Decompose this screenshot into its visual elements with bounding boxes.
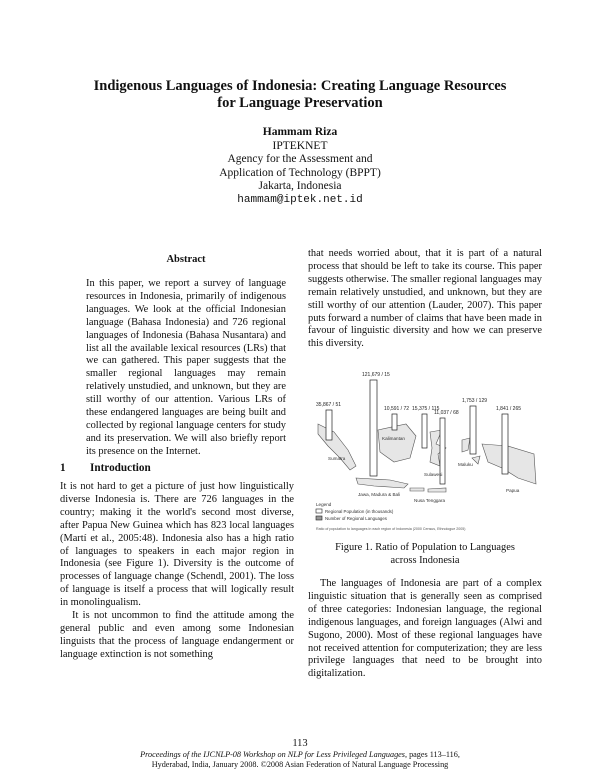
- java-shape: [356, 478, 408, 488]
- abstract-text: [86, 278, 286, 459]
- legend-item-1: Regional Population (in thousands): [325, 509, 394, 514]
- caption-line-2: across Indonesia: [390, 555, 460, 566]
- bar-papua-pop: [502, 414, 508, 474]
- caption-line-1: Figure 1. Ratio of Population to Languages: [335, 542, 515, 553]
- right-column-top: [308, 248, 542, 351]
- author-agency-1: Agency for the Assessment and: [227, 153, 373, 166]
- label-papua: 1,841 / 265: [496, 406, 522, 412]
- nusa-shape: [410, 488, 446, 492]
- section-number: 1: [60, 462, 66, 474]
- region-maluku: Maluku: [458, 462, 473, 467]
- section-title: Introduction: [90, 462, 151, 474]
- legend-swatch-2: [316, 516, 322, 520]
- author-org: IPTEKNET: [272, 139, 328, 152]
- footer-line-2: Hyderabad, India, January 2008. ©2008 Asian Federation of Natural Language Processing: [151, 760, 449, 769]
- author-agency-2: Application of Technology (BPPT): [219, 166, 381, 179]
- introduction-body: [60, 481, 294, 662]
- label-sumatra: 35,867 / 51: [316, 402, 342, 408]
- author-location: Jakarta, Indonesia: [258, 180, 342, 193]
- title-line-1: Indigenous Languages of Indonesia: Creating Language Resources: [93, 78, 507, 94]
- region-sumatra: Sumatra: [328, 456, 346, 461]
- page-number: 113: [292, 738, 308, 749]
- label-kalimantan: 10,591 / 72: [384, 406, 410, 412]
- figure-note: Ratio of population to languages in each region of Indonesia (2000 Census, Ethnologue 2005): [316, 527, 466, 531]
- label-maluku: 1,753 / 129: [462, 398, 488, 404]
- papua-shape: [482, 444, 536, 484]
- legend-title: Legend: [316, 502, 332, 507]
- footer-pages: , pages 113–116,: [404, 750, 460, 759]
- right-paragraph-2: The languages of Indonesia are part of a complex linguistic situation that is generally seen as comprised of three categories: Indonesian language, the regional indigenous languages, and foreign languages (Alwi and Sugono, 2000). Most of these regional languages have not received attention for computerization; they are less privilege languages that need to be brought into digitalization.: [308, 578, 542, 680]
- footer-venue: Proceedings of the IJCNLP-08 Workshop on NLP for Less Privileged Languages: [140, 750, 405, 759]
- author-email: hammam@iptek.net.id: [237, 193, 363, 206]
- author-block: [150, 126, 450, 208]
- title-line-2: for Language Preservation: [217, 95, 383, 111]
- right-paragraph-1: that needs worried about, that it is part of a natural process that should be left to take its course. This paper suggests otherwise. The smaller regional languages may remain relatively unstudied, and unknown, but they are still worthy of our attention (Lauder, 2007). This paper puts forward a number of claims that have been made in favour of linguistic diversity and how we can preserve this diversity.: [308, 248, 542, 350]
- region-kalimantan: Kalimantan: [382, 436, 405, 441]
- legend-swatch-1: [316, 509, 322, 513]
- intro-paragraph-1: It is not hard to get a picture of just how linguistically diverse Indonesia is. There are 726 languages in the country; making it the world's second most diverse, after Papua New Guinea which has 823 local languages (Martí et al., 2005:48). Indonesia also has a high ratio of languages to speakers in each major region in Indonesia (see Figure 1). Diversity is the outcome of processes of language change (Schendl, 2001). The loss of language is itself a process that will logically result in monolingualism.: [60, 481, 294, 609]
- footer-line-1: [40, 750, 560, 760]
- sumatra-shape: [318, 424, 356, 470]
- bar-sulawesi-pop: [422, 414, 427, 448]
- paper-title: [60, 78, 540, 112]
- legend-item-2: Number of Regional Languages: [325, 516, 387, 521]
- bar-java-pop: [370, 380, 377, 476]
- proceedings-footer: [40, 750, 560, 770]
- author-name: Hammam Riza: [262, 126, 338, 138]
- bar-maluku-pop: [470, 406, 476, 454]
- intro-paragraph-2: It is not uncommon to find the attitude among the general public and even among some Indonesian linguists that the process of language endangerment or language extinction is not something: [60, 610, 294, 660]
- label-nusa: 11,037 / 68: [434, 410, 459, 416]
- region-sulawesi: Sulawesi: [424, 472, 443, 477]
- region-nusa: Nusa Tenggara: [414, 498, 446, 503]
- section-heading: [60, 462, 151, 474]
- label-sulawesi: 15,375 / 115: [412, 406, 440, 412]
- figure-legend: [316, 502, 465, 531]
- bar-kalimantan-pop: [392, 414, 397, 430]
- right-column-bottom: [308, 578, 542, 681]
- indonesia-map-figure: [312, 366, 540, 538]
- label-java: 121,679 / 15: [362, 372, 390, 378]
- abstract-heading: Abstract: [166, 254, 206, 265]
- region-papua: Papua: [506, 488, 520, 493]
- region-java: Jawa, Madura & Bali: [358, 492, 401, 497]
- bar-sumatra-pop: [326, 410, 332, 440]
- figure-caption: [308, 541, 542, 567]
- abstract-paragraph: In this paper, we report a survey of language resources in Indonesia, primarily of indigenous languages. We look at the official Indonesian language (Bahasa Indonesia) and 726 regional languages of Indonesia (Bahasa Nusantara) and list all the available lexical resources (LRs) that we can gathered. This paper suggests that the smaller regional languages may remain relatively unstudied, and unknown, but they are still worthy of our attention. Various LRs of these endangered languages are being built and collected by regional language centers for study and its preservation. We will also briefly report its presence on the Internet.: [86, 278, 286, 457]
- figure-1: [312, 366, 540, 538]
